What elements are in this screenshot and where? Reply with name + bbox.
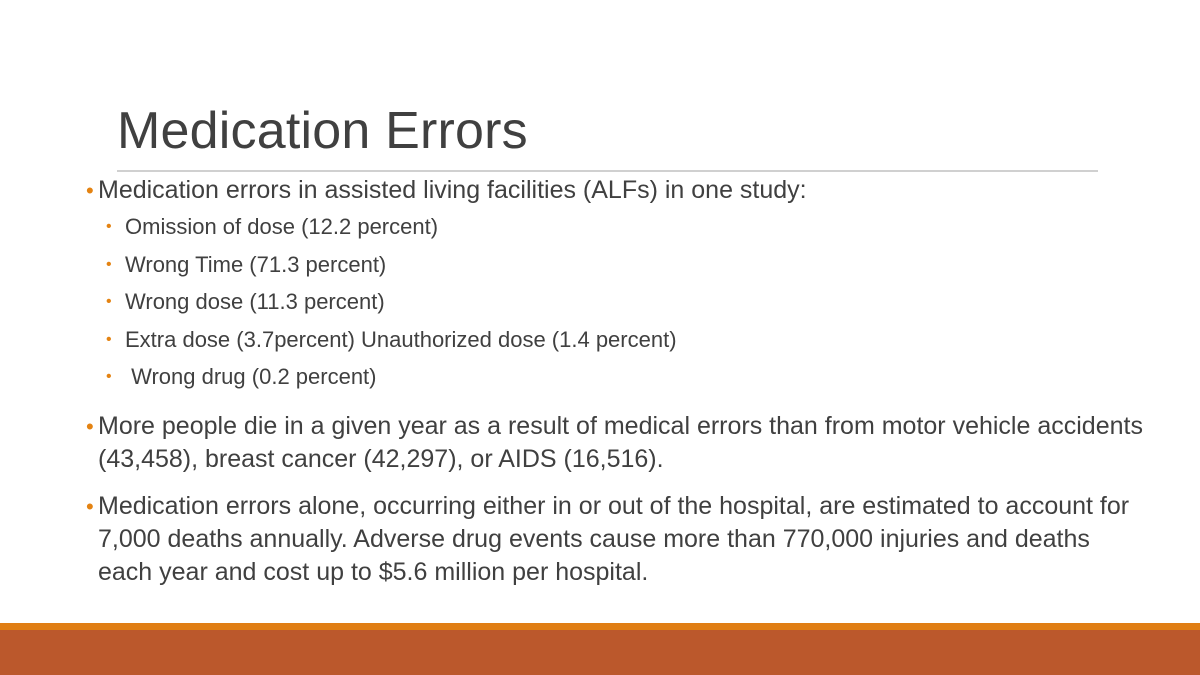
bullet-mortality-comparison (86, 410, 1146, 476)
bullet-icon: • (106, 293, 112, 310)
bullet-text: Medication errors alone, occurring either in or out of the hospital, are estimated to account for 7,000 deaths annually. Adverse drug events cause more than 770,000 injuries and deaths each year and cost up to $5.6 million per hospital. (98, 491, 1130, 586)
sub-bullet-wrong-time (86, 246, 1146, 284)
sub-bullet-extra-dose (86, 321, 1146, 359)
bullet-icon: • (106, 330, 112, 348)
sub-bullet-text: Extra dose (3.7percent) Unauthorized dose (1.4 percent) (125, 326, 677, 352)
sub-bullet-text: Wrong drug (0.2 percent) (125, 364, 377, 389)
slide-body (86, 174, 1146, 589)
sub-bullet-list (86, 208, 1146, 396)
sub-bullet-text: Omission of dose (12.2 percent) (125, 214, 439, 239)
bullet-icon: • (86, 413, 94, 439)
bullet-alf-study (86, 174, 1146, 207)
bullet-icon: • (106, 255, 112, 273)
slide-title: Medication Errors (117, 102, 528, 160)
bullet-icon: • (86, 493, 94, 519)
bullet-text: Medication errors in assisted living facilities (ALFs) in one study: (98, 176, 807, 204)
footer-accent-stripe (0, 623, 1200, 630)
bullet-text: More people die in a given year as a result of medical errors than from motor vehicle accidents (43,458), breast cancer (42,297), or AIDS (16,516). (98, 411, 1143, 473)
sub-bullet-text: Wrong dose (11.3 percent) (125, 289, 385, 314)
sub-bullet-omission (86, 208, 1146, 246)
sub-bullet-text: Wrong Time (71.3 percent) (125, 251, 387, 277)
footer-band (0, 630, 1200, 675)
bullet-icon: • (86, 178, 94, 203)
bullet-icon: • (106, 368, 112, 385)
bullet-medication-error-costs (86, 490, 1146, 589)
sub-bullet-wrong-drug (86, 358, 1146, 396)
title-divider (117, 170, 1098, 172)
bullet-icon: • (106, 218, 112, 235)
sub-bullet-wrong-dose (86, 283, 1146, 321)
